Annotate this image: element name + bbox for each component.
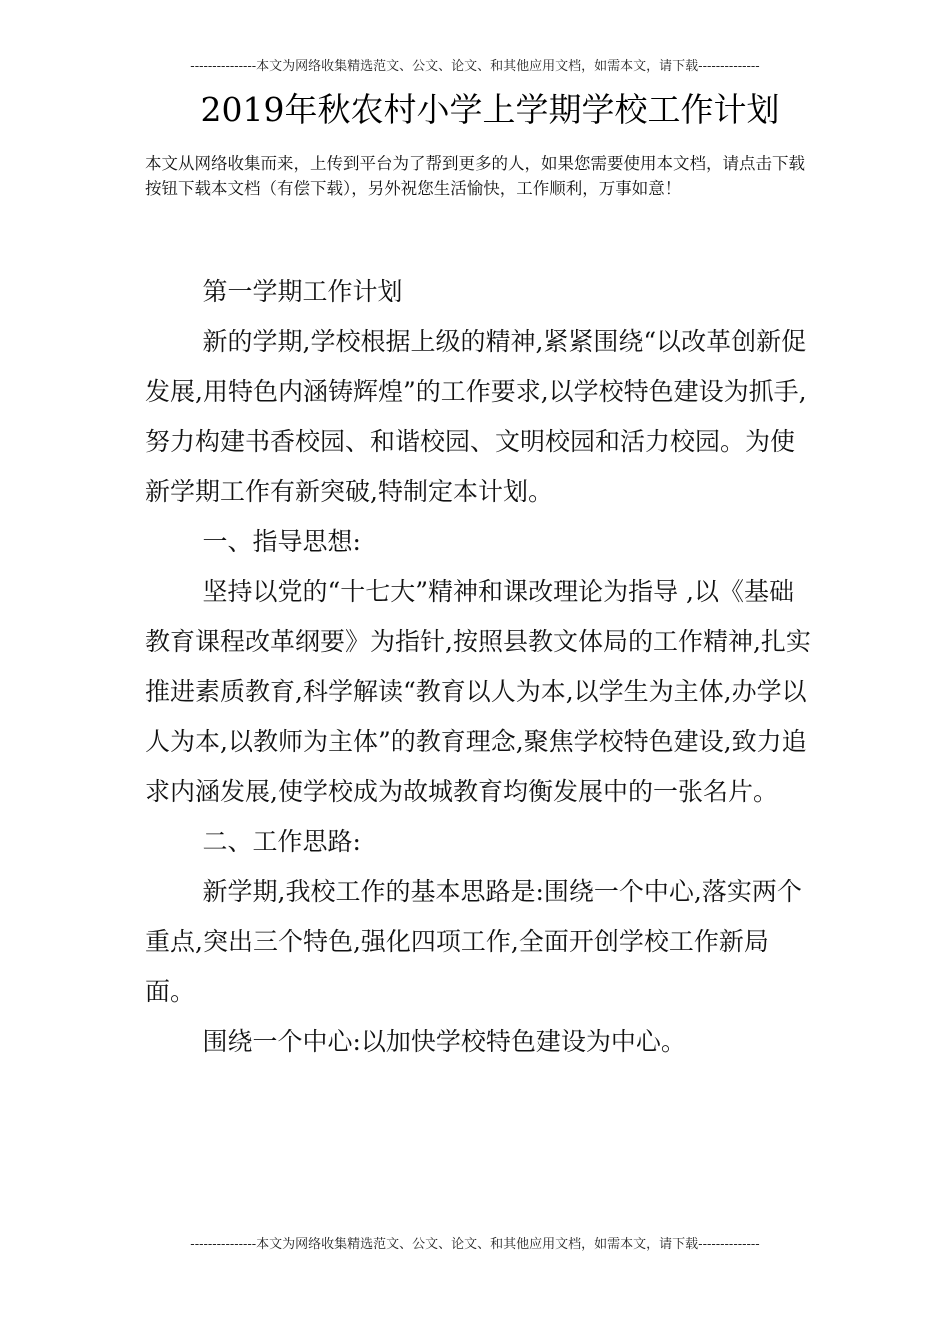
paragraph-work-approach: 新学期,我校工作的基本思路是:围绕一个中心,落实两个重点,突出三个特色,强化四项工作,全面开创学校工作新局面。 xyxy=(145,877,802,1006)
document-title: 2019年秋农村小学上学期学校工作计划 xyxy=(200,90,780,129)
section-heading-guiding-thought: 一、指导思想: xyxy=(202,527,361,556)
paragraph-one-center: 围绕一个中心:以加快学校特色建设为中心。 xyxy=(202,1027,686,1056)
paragraph-plan-heading: 第一学期工作计划 xyxy=(202,277,403,306)
paragraph-guiding-thought: 坚持以党的“十七大”精神和课改理论为指导 ,以《基础教育课程改革纲要》为指针,按照县教文体局的工作精神,扎实推进素质教育,科学解读“教育以人为本,以学生为主体,办学以人为本,以教师为主体”的教育理念,聚焦学校特色建设,致力追求内涵发展,使学校成为故城教育均衡发展中的一张名片。 xyxy=(145,577,811,806)
section-heading-work-approach: 二、工作思路: xyxy=(202,827,361,856)
download-notice: 本文从网络收集而来，上传到平台为了帮到更多的人，如果您需要使用本文档，请点击下载按钮下载本文档（有偿下载），另外祝您生活愉快，工作顺利，万事如意！ xyxy=(145,154,805,198)
footer-banner: ---------------本文为网络收集精选范文、公文、论文、和其他应用文档，如需本文，请下载-------------- xyxy=(190,1237,760,1252)
header-banner: ---------------本文为网络收集精选范文、公文、论文、和其他应用文档，如需本文，请下载-------------- xyxy=(190,59,760,74)
paragraph-intro: 新的学期,学校根据上级的精神,紧紧围绕“以改革创新促发展,用特色内涵铸辉煌”的工作要求,以学校特色建设为抓手,努力构建书香校园、和谐校园、文明校园和活力校园。为使新学期工作有新突破,特制定本计划。 xyxy=(145,327,807,506)
document-body xyxy=(145,267,815,1067)
